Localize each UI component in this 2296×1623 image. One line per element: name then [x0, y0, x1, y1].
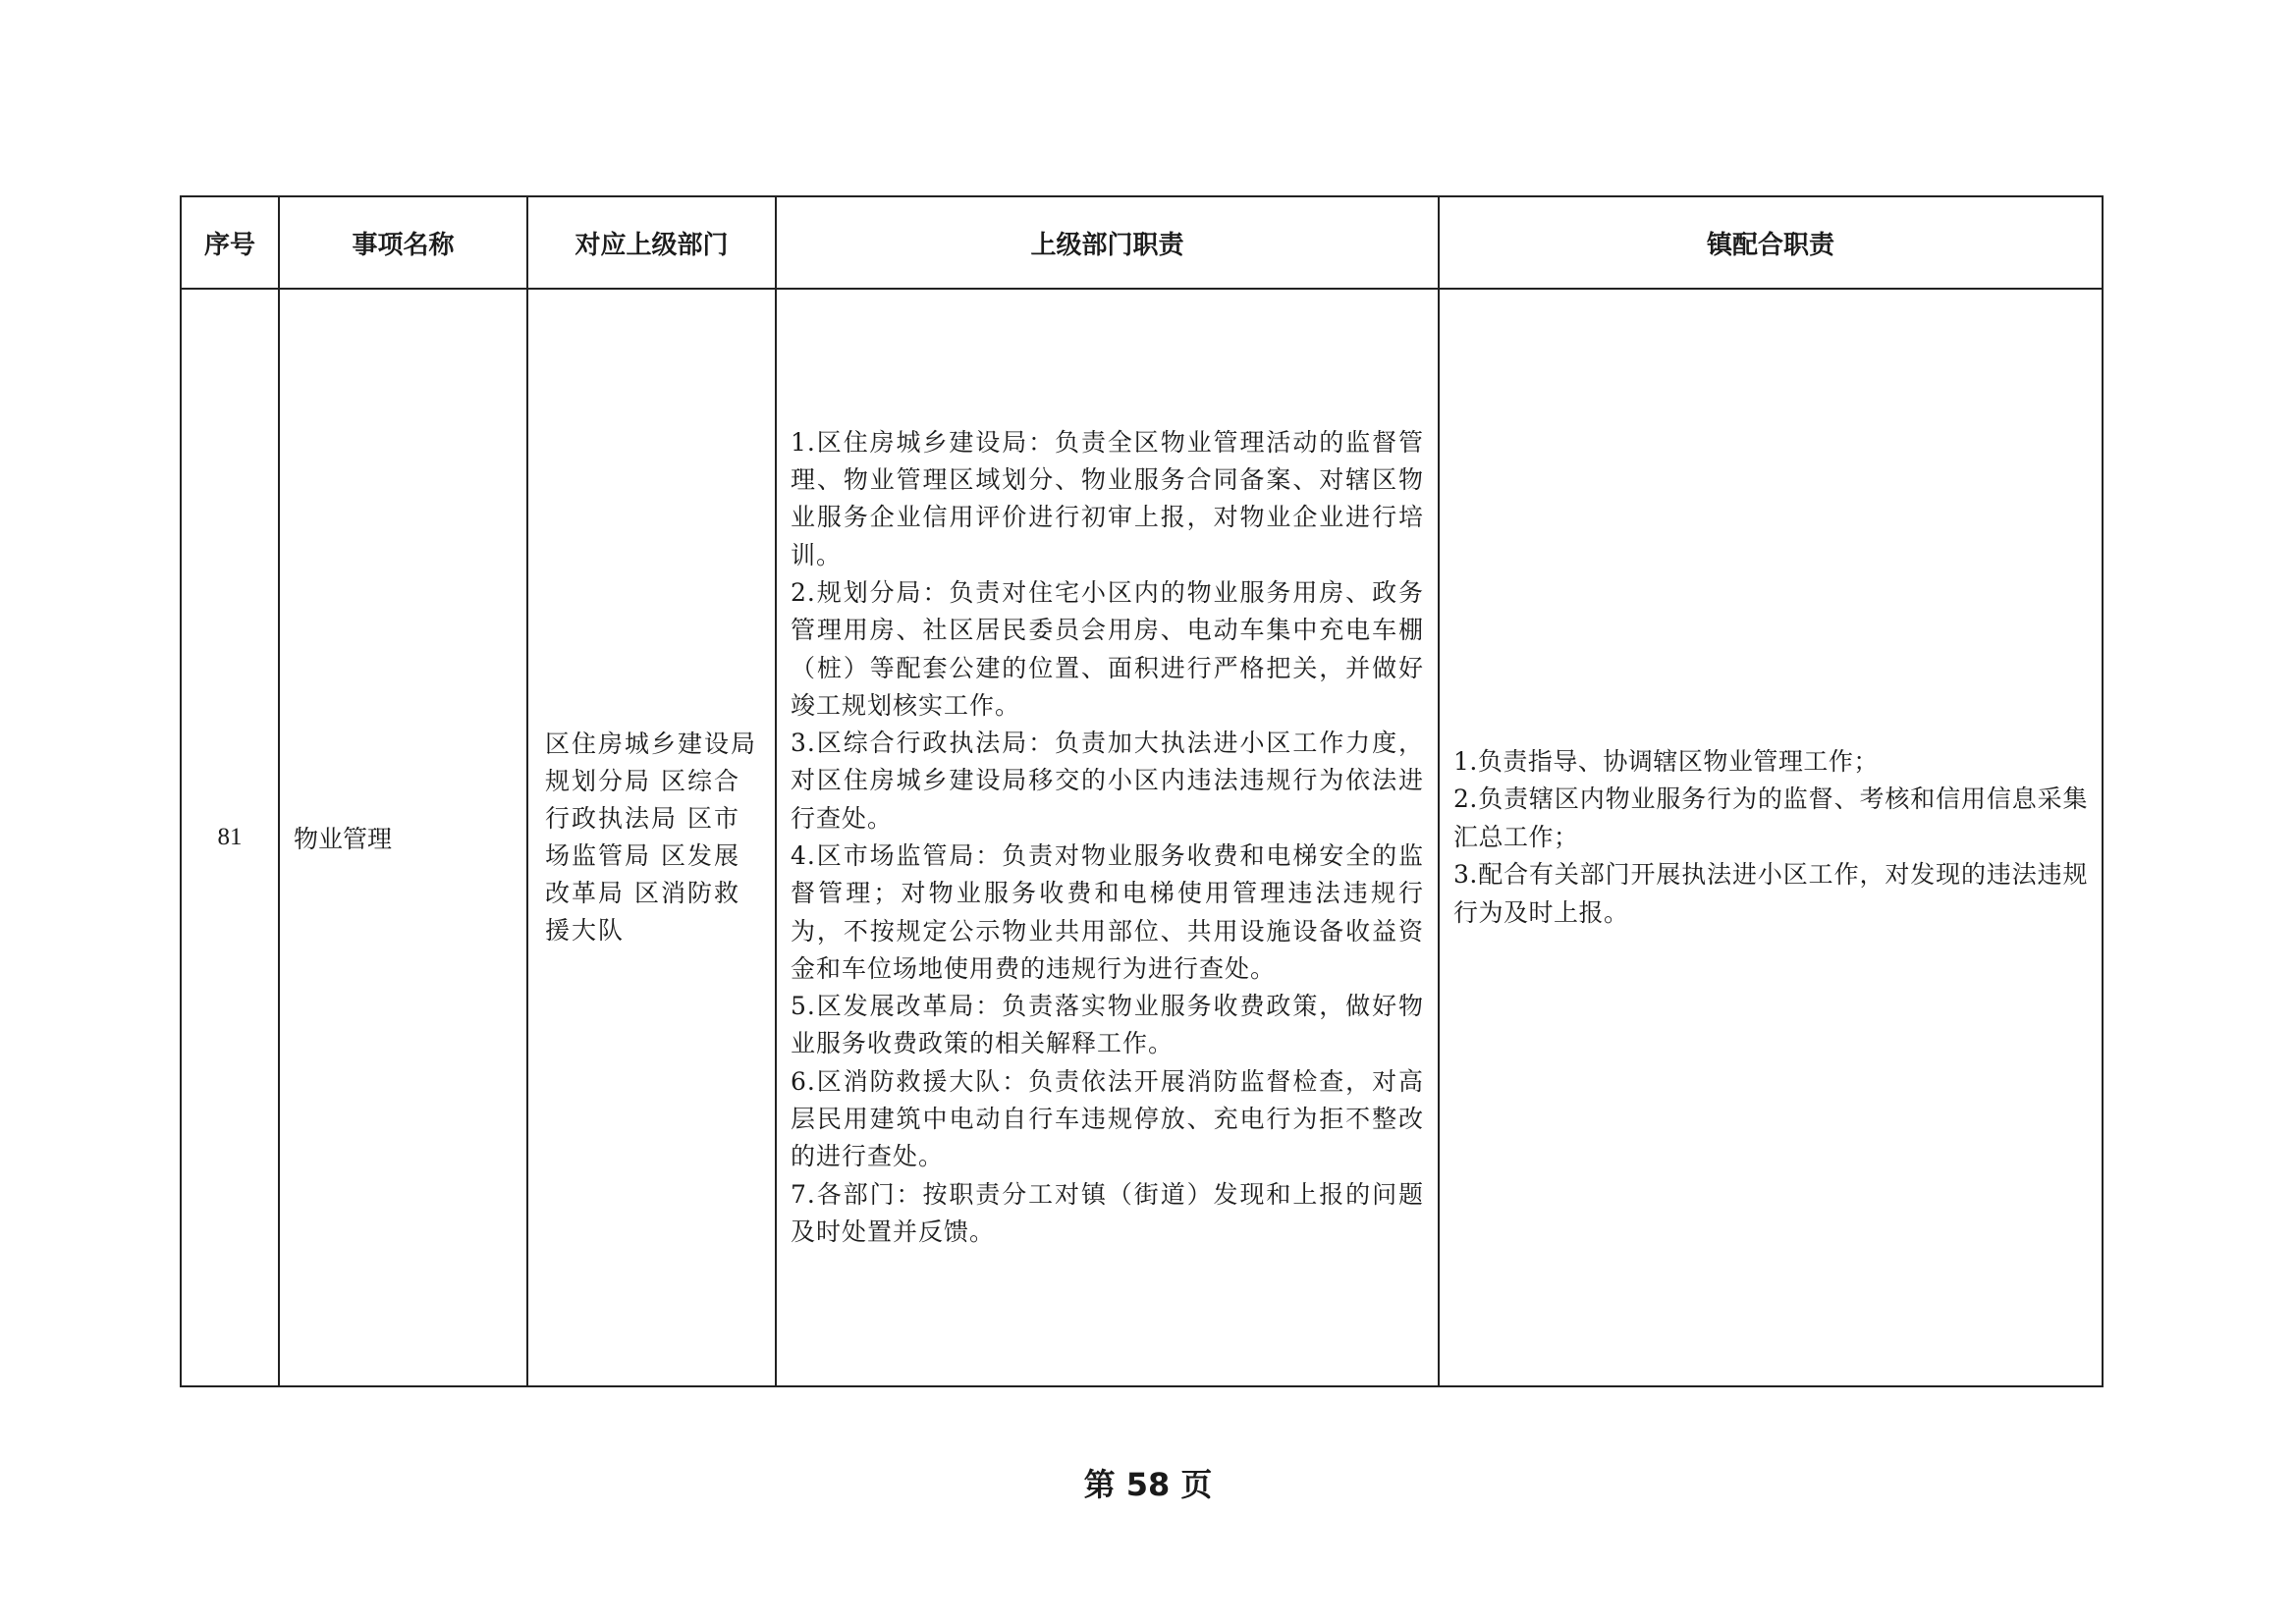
cell-item-name: 物业管理 — [279, 289, 527, 1386]
town-duty-paragraph: 3.配合有关部门开展执法进小区工作，对发现的违法违规行为及时上报。 — [1453, 860, 2088, 927]
duty-paragraph: 2.规划分局：负责对住宅小区内的物业服务用房、政务管理用房、社区居民委员会用房、电动车集中充电车棚（桩）等配套公建的位置、面积进行严格把关，并做好竣工规划核实工作。 — [791, 577, 1424, 720]
cell-superior-duties — [776, 289, 1439, 1386]
duty-paragraph: 6.区消防救援大队：负责依法开展消防监督检查，对高层民用建筑中电动自行车违规停放、充电行为拒不整改的进行查处。 — [791, 1066, 1424, 1171]
header-superior-duties: 上级部门职责 — [776, 196, 1439, 289]
duty-paragraph: 4.区市场监管局：负责对物业服务收费和电梯安全的监督管理；对物业服务收费和电梯使用管理违法违规行为，不按规定公示物业共用部位、共用设施设备收益资金和车位场地使用费的违规行为进行查处。 — [791, 841, 1424, 983]
table-row — [181, 289, 2103, 1386]
cell-serial-number: 81 — [181, 289, 279, 1386]
header-town-duties: 镇配合职责 — [1439, 196, 2103, 289]
header-serial-number: 序号 — [181, 196, 279, 289]
town-duty-paragraph: 1.负责指导、协调辖区物业管理工作； — [1453, 746, 1879, 776]
duty-paragraph: 5.区发展改革局：负责落实物业服务收费政策，做好物业服务收费政策的相关解释工作。 — [791, 992, 1424, 1058]
table-header-row — [181, 196, 2103, 289]
header-item-name: 事项名称 — [279, 196, 527, 289]
page-number: 第 58 页 — [1083, 1466, 1213, 1503]
responsibility-table — [180, 195, 2104, 1387]
town-duty-paragraph: 2.负责辖区内物业服务行为的监督、考核和信用信息采集汇总工作； — [1453, 784, 2088, 851]
duty-paragraph: 3.区综合行政执法局：负责加大执法进小区工作力度，对区住房城乡建设局移交的小区内违法违规行为依法进行查处。 — [791, 729, 1424, 833]
cell-superior-department: 区住房城乡建设局 规划分局 区综合行政执法局 区市场监管局 区发展改革局 区消防救援大队 — [527, 289, 776, 1386]
header-superior-department: 对应上级部门 — [527, 196, 776, 289]
cell-town-duties — [1439, 289, 2103, 1386]
duty-paragraph: 7.各部门：按职责分工对镇（街道）发现和上报的问题及时处置并反馈。 — [791, 1179, 1424, 1246]
duty-paragraph: 1.区住房城乡建设局：负责全区物业管理活动的监督管理、物业管理区域划分、物业服务合同备案、对辖区物业服务企业信用评价进行初审上报，对物业企业进行培训。 — [791, 427, 1424, 569]
